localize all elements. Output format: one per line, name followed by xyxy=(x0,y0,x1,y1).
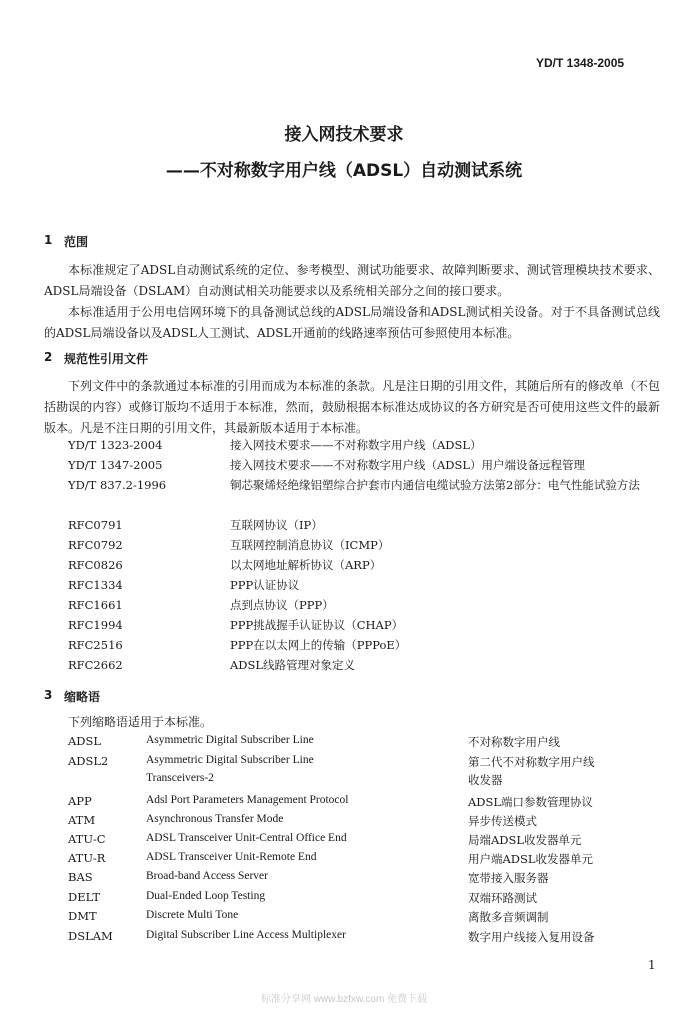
document-subtitle: ——不对称数字用户线（ADSL）自动测试系统 xyxy=(165,161,523,181)
section-number: 3 xyxy=(44,688,53,702)
paragraph: 本标准规定了ADSL自动测试系统的定位、参考模型、测试功能要求、故障判断要求、测试管理模块技术要求、ADSL局端设备（DSLAM）自动测试相关功能要求以及系统相关部分之间的接口要求。 xyxy=(44,263,660,298)
reference-title: 点到点协议（PPP） xyxy=(230,598,334,612)
abbreviation-chinese: 局端ADSL收发器单元 xyxy=(468,833,582,847)
abbreviation-chinese: 用户端ADSL收发器单元 xyxy=(468,852,594,866)
abbreviation-chinese: 第二代不对称数字用户线 xyxy=(468,755,595,769)
abbreviation: DSLAM xyxy=(68,929,113,943)
reference-title: ADSL线路管理对象定义 xyxy=(230,658,356,672)
page-number: 1 xyxy=(648,958,656,972)
reference-code: RFC2516 xyxy=(68,638,123,652)
abbreviation-chinese: 双端环路测试 xyxy=(468,891,537,905)
abbreviation: ATU-C xyxy=(68,832,106,846)
reference-code: YD/T 1347-2005 xyxy=(68,458,163,472)
abbreviation-chinese: 宽带接入服务器 xyxy=(468,871,549,885)
abbreviation: ATM xyxy=(68,813,96,827)
abbreviation-chinese: 异步传送模式 xyxy=(468,814,537,828)
reference-code: YD/T 837.2-1996 xyxy=(68,478,167,492)
paragraph: 本标准适用于公用电信网环境下的具备测试总线的ADSL局端设备和ADSL测试相关设备。对于不具备测试总线的ADSL局端设备以及ADSL人工测试、ADSL开通前的线路速率预估可参照使用本标准。 xyxy=(44,305,660,340)
section-title: 规范性引用文件 xyxy=(64,352,149,366)
reference-title: 互联网协议（IP） xyxy=(230,518,323,532)
section-number: 2 xyxy=(44,350,53,364)
abbreviation-chinese: 离散多音频调制 xyxy=(468,910,549,924)
section-title: 范围 xyxy=(64,235,89,249)
abbreviation: ADSL2 xyxy=(68,754,109,768)
abbreviation-english-continued: Transceivers-2 xyxy=(146,772,214,784)
document-title: 接入网技术要求 xyxy=(284,125,404,145)
abbreviation-english: Discrete Multi Tone xyxy=(146,909,239,921)
abbreviation: ATU-R xyxy=(68,851,106,865)
section-scope-body xyxy=(44,260,660,344)
reference-title: 以太网地址解析协议（ARP） xyxy=(230,558,382,572)
abbreviation-chinese: 数字用户线接入复用设备 xyxy=(468,930,595,944)
section-abbreviations-intro xyxy=(44,712,660,733)
abbreviation: ADSL xyxy=(68,734,102,748)
watermark-text: 标准分享网 www.bzfxw.com 免费下载 xyxy=(260,994,428,1005)
reference-title: PPP在以太网上的传输（PPPoE） xyxy=(230,638,407,652)
abbreviation-chinese: 不对称数字用户线 xyxy=(468,735,560,749)
reference-code: RFC0791 xyxy=(68,518,123,532)
paragraph: 下列缩略语适用于本标准。 xyxy=(68,715,213,729)
abbreviation-english: Broad-band Access Server xyxy=(146,870,268,882)
reference-code: RFC1994 xyxy=(68,618,123,632)
abbreviation: APP xyxy=(68,794,92,808)
abbreviation-chinese: ADSL端口参数管理协议 xyxy=(468,795,594,809)
abbreviation-english: ADSL Transceiver Unit-Central Office End xyxy=(146,832,347,844)
section-title: 缩略语 xyxy=(64,690,101,704)
reference-title: 接入网技术要求——不对称数字用户线（ADSL）用户端设备远程管理 xyxy=(230,458,586,472)
abbreviation-english: Asymmetric Digital Subscriber Line xyxy=(146,734,314,746)
abbreviation-english: Digital Subscriber Line Access Multiplexer xyxy=(146,929,346,941)
reference-title: PPP认证协议 xyxy=(230,578,300,592)
reference-code: RFC0826 xyxy=(68,558,123,572)
abbreviation-chinese-continued: 收发器 xyxy=(468,773,503,787)
reference-title: 接入网技术要求——不对称数字用户线（ADSL） xyxy=(230,438,482,452)
reference-title: PPP挑战握手认证协议（CHAP） xyxy=(230,618,404,632)
standard-id: YD/T 1348-2005 xyxy=(536,56,625,70)
abbreviation-english: Adsl Port Parameters Management Protocol xyxy=(146,794,349,806)
reference-code: YD/T 1323-2004 xyxy=(68,438,163,452)
reference-title: 铜芯聚烯烃绝缘铝塑综合护套市内通信电缆试验方法第2部分：电气性能试验方法 xyxy=(230,478,640,492)
abbreviation-english: Asymmetric Digital Subscriber Line xyxy=(146,754,314,766)
paragraph: 下列文件中的条款通过本标准的引用而成为本标准的条款。凡是注日期的引用文件，其随后所有的修改单（不包括勘误的内容）或修订版均不适用于本标准，然而，鼓励根据本标准达成协议的各方研究是否可使用这些文件的最新版本。凡是不注日期的引用文件，其最新版本适用于本标准。 xyxy=(44,379,660,435)
reference-title: 互联网控制消息协议（ICMP） xyxy=(230,538,390,552)
reference-code: RFC0792 xyxy=(68,538,123,552)
abbreviation-english: Dual-Ended Loop Testing xyxy=(146,890,266,902)
reference-code: RFC2662 xyxy=(68,658,123,672)
abbreviation: DELT xyxy=(68,890,100,904)
abbreviation-english: Asynchronous Transfer Mode xyxy=(146,813,284,825)
abbreviation: DMT xyxy=(68,909,97,923)
reference-code: RFC1661 xyxy=(68,598,123,612)
section-number: 1 xyxy=(44,233,53,247)
section-references-body xyxy=(44,376,660,439)
reference-code: RFC1334 xyxy=(68,578,123,592)
abbreviation: BAS xyxy=(68,870,93,884)
abbreviation-english: ADSL Transceiver Unit-Remote End xyxy=(146,851,317,863)
